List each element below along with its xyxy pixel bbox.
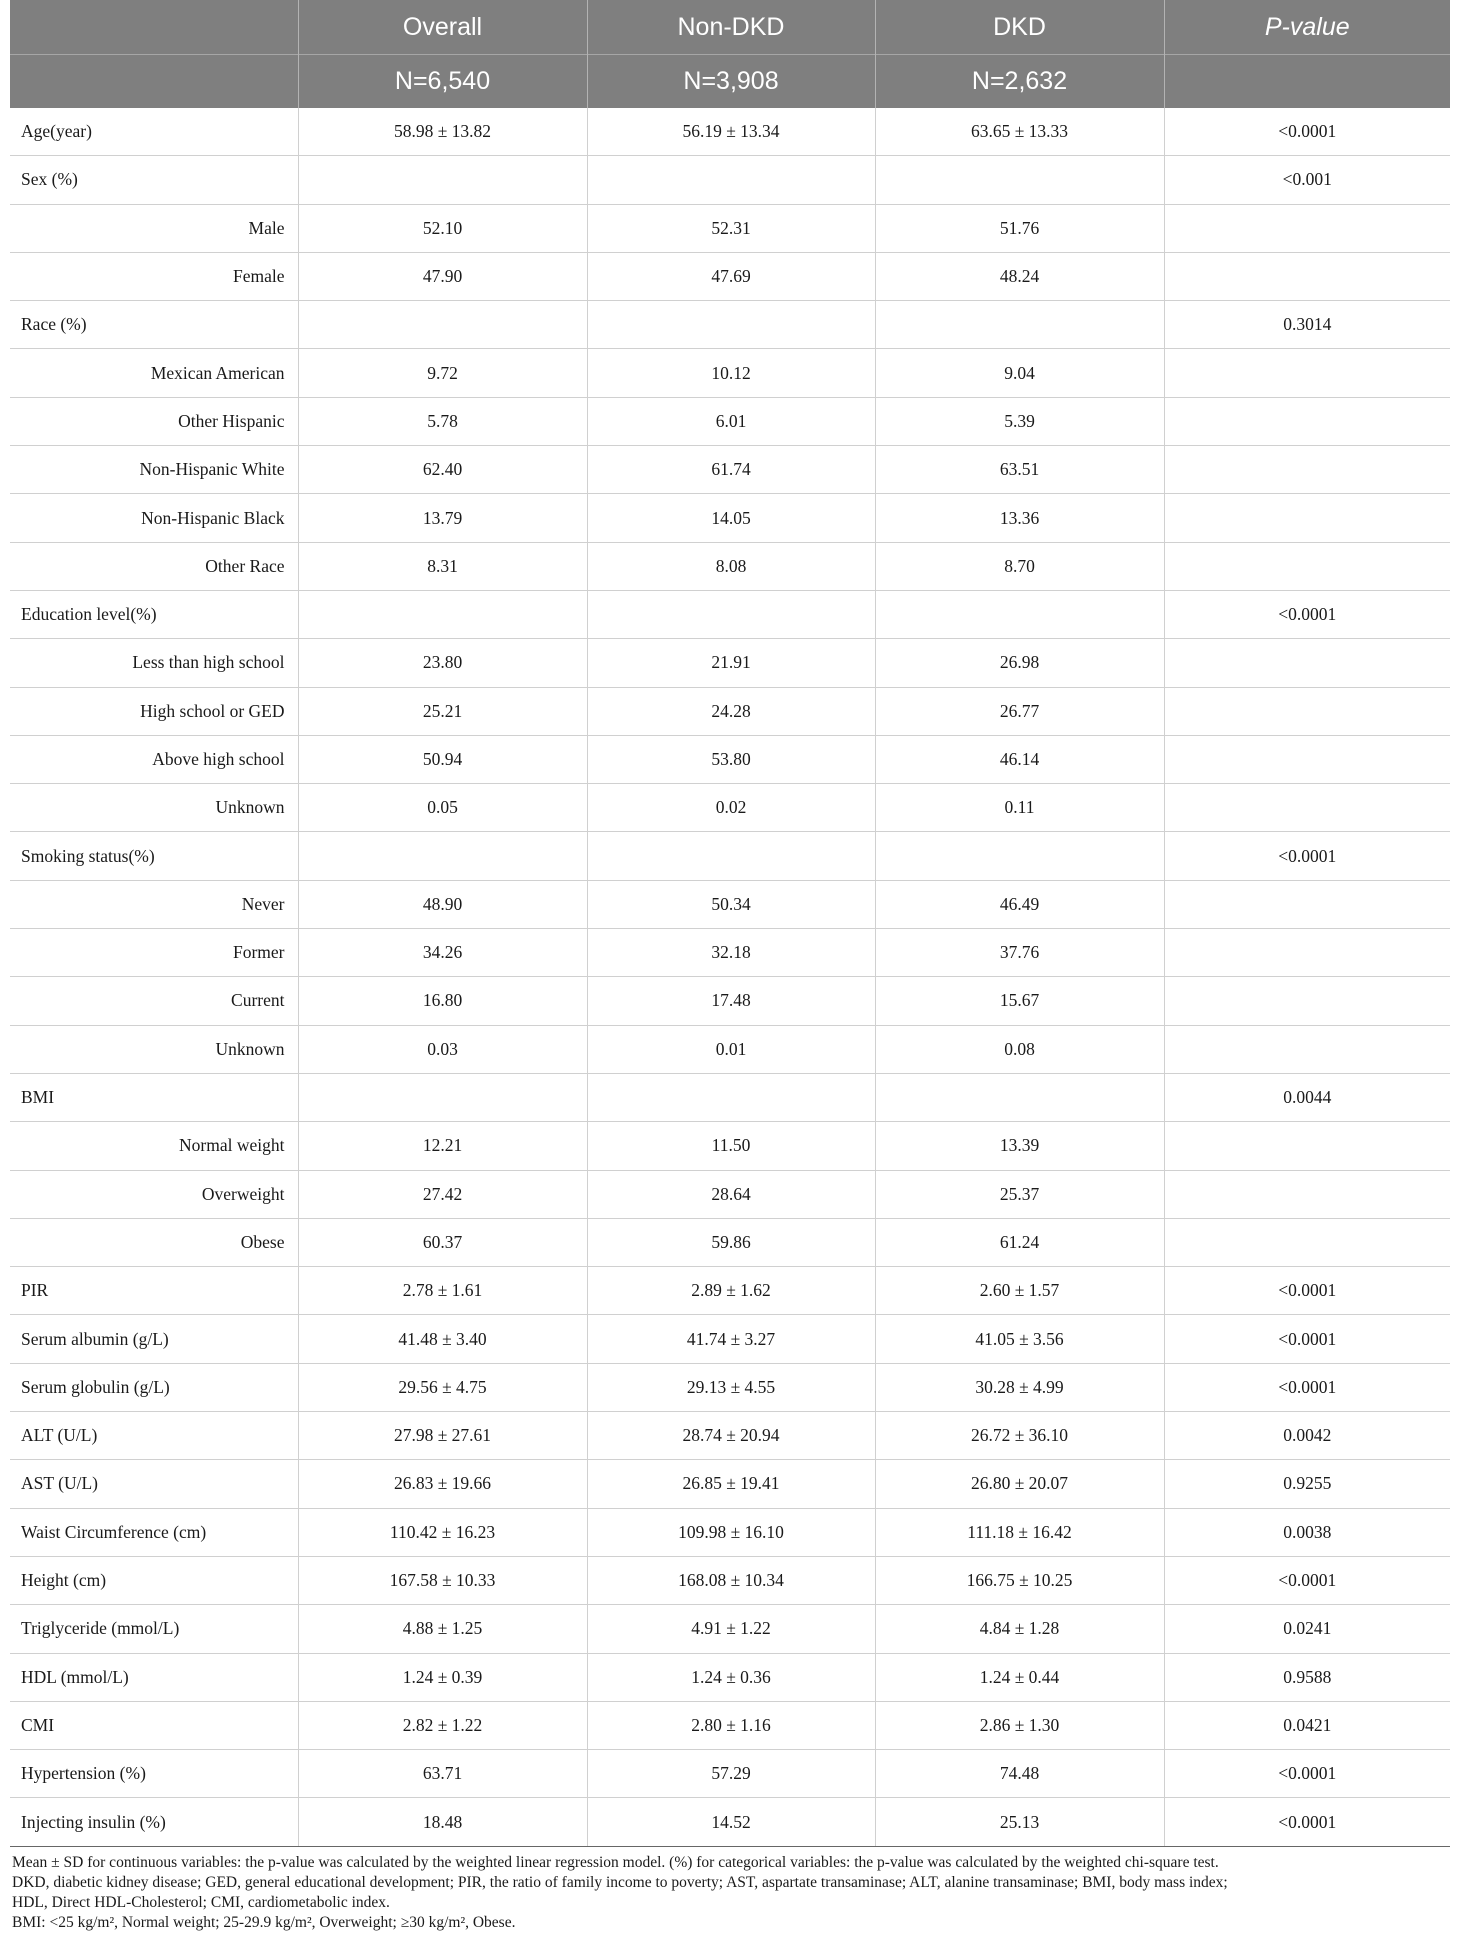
row-label: Age(year) [10,108,298,156]
cell-dkd: 9.04 [875,349,1164,397]
cell-p-value [1164,929,1450,977]
header-p-value-n [1164,55,1450,109]
cell-dkd: 1.24 ± 0.44 [875,1653,1164,1701]
table-header [10,0,1450,108]
cell-overall: 47.90 [298,252,587,300]
header-overall-n: N=6,540 [298,55,587,109]
row-label: PIR [10,1267,298,1315]
table-row [10,784,1450,832]
cell-dkd [875,301,1164,349]
table-footnotes [10,1853,1452,1933]
cell-overall: 1.24 ± 0.39 [298,1653,587,1701]
cell-dkd: 63.65 ± 13.33 [875,108,1164,156]
cell-p-value [1164,1170,1450,1218]
row-label: Former [10,929,298,977]
table-row [10,929,1450,977]
cell-overall: 27.98 ± 27.61 [298,1412,587,1460]
cell-overall [298,301,587,349]
cell-p-value: 0.0042 [1164,1412,1450,1460]
cell-p-value: <0.0001 [1164,1750,1450,1798]
cell-overall: 8.31 [298,542,587,590]
cell-dkd: 30.28 ± 4.99 [875,1363,1164,1411]
cell-p-value: 0.0038 [1164,1508,1450,1556]
table-row [10,1556,1450,1604]
table-row [10,349,1450,397]
cell-non-dkd: 59.86 [587,1218,875,1266]
cell-non-dkd [587,156,875,204]
row-label: Hypertension (%) [10,1750,298,1798]
cell-non-dkd: 24.28 [587,687,875,735]
cell-overall: 18.48 [298,1798,587,1846]
table-row [10,735,1450,783]
cell-overall: 29.56 ± 4.75 [298,1363,587,1411]
table-row [10,1508,1450,1556]
cell-non-dkd [587,1073,875,1121]
cell-overall [298,590,587,638]
cell-p-value [1164,735,1450,783]
cell-dkd: 26.80 ± 20.07 [875,1460,1164,1508]
cell-p-value [1164,349,1450,397]
row-label: Waist Circumference (cm) [10,1508,298,1556]
cell-non-dkd: 52.31 [587,204,875,252]
cell-overall: 110.42 ± 16.23 [298,1508,587,1556]
table-row [10,446,1450,494]
cell-overall: 62.40 [298,446,587,494]
baseline-characteristics-table [10,0,1450,1847]
cell-p-value [1164,542,1450,590]
row-label: Serum albumin (g/L) [10,1315,298,1363]
row-label: Never [10,880,298,928]
cell-dkd: 46.14 [875,735,1164,783]
row-label: AST (U/L) [10,1460,298,1508]
cell-dkd [875,1073,1164,1121]
cell-non-dkd: 6.01 [587,397,875,445]
table-row [10,1073,1450,1121]
row-label: Education level(%) [10,590,298,638]
cell-non-dkd: 29.13 ± 4.55 [587,1363,875,1411]
cell-non-dkd: 50.34 [587,880,875,928]
row-label: ALT (U/L) [10,1412,298,1460]
row-label: BMI [10,1073,298,1121]
cell-non-dkd: 2.89 ± 1.62 [587,1267,875,1315]
header-non-dkd-n: N=3,908 [587,55,875,109]
cell-overall: 34.26 [298,929,587,977]
table-row [10,204,1450,252]
cell-dkd: 41.05 ± 3.56 [875,1315,1164,1363]
cell-non-dkd: 56.19 ± 13.34 [587,108,875,156]
table-row [10,977,1450,1025]
row-label: Height (cm) [10,1556,298,1604]
cell-dkd: 0.11 [875,784,1164,832]
cell-p-value [1164,687,1450,735]
cell-p-value: 0.0044 [1164,1073,1450,1121]
table-row [10,832,1450,880]
table-row [10,639,1450,687]
cell-p-value [1164,1218,1450,1266]
cell-overall: 41.48 ± 3.40 [298,1315,587,1363]
row-label: Normal weight [10,1122,298,1170]
cell-non-dkd: 28.64 [587,1170,875,1218]
table-row [10,1701,1450,1749]
table-row [10,1363,1450,1411]
table-row [10,494,1450,542]
cell-overall: 0.03 [298,1025,587,1073]
cell-non-dkd: 109.98 ± 16.10 [587,1508,875,1556]
cell-dkd: 166.75 ± 10.25 [875,1556,1164,1604]
cell-dkd: 2.86 ± 1.30 [875,1701,1164,1749]
cell-non-dkd: 14.52 [587,1798,875,1846]
table-row [10,252,1450,300]
row-label: Male [10,204,298,252]
cell-non-dkd: 41.74 ± 3.27 [587,1315,875,1363]
header-blank-n [10,55,298,109]
cell-non-dkd: 57.29 [587,1750,875,1798]
cell-overall: 52.10 [298,204,587,252]
cell-dkd: 46.49 [875,880,1164,928]
cell-p-value: <0.0001 [1164,1315,1450,1363]
row-label: Other Race [10,542,298,590]
cell-dkd: 4.84 ± 1.28 [875,1605,1164,1653]
cell-p-value: 0.0421 [1164,1701,1450,1749]
cell-p-value: <0.0001 [1164,590,1450,638]
cell-non-dkd: 26.85 ± 19.41 [587,1460,875,1508]
table-row [10,1750,1450,1798]
cell-p-value [1164,784,1450,832]
cell-p-value [1164,204,1450,252]
cell-dkd: 13.39 [875,1122,1164,1170]
row-label: Triglyceride (mmol/L) [10,1605,298,1653]
cell-dkd [875,590,1164,638]
cell-non-dkd [587,590,875,638]
cell-p-value: <0.0001 [1164,1363,1450,1411]
table-row [10,1315,1450,1363]
cell-dkd: 2.60 ± 1.57 [875,1267,1164,1315]
table-row [10,301,1450,349]
cell-overall: 2.78 ± 1.61 [298,1267,587,1315]
table-row [10,1460,1450,1508]
cell-non-dkd [587,301,875,349]
cell-dkd: 13.36 [875,494,1164,542]
table-row [10,542,1450,590]
cell-p-value [1164,446,1450,494]
table-row [10,1218,1450,1266]
cell-non-dkd: 0.01 [587,1025,875,1073]
cell-p-value [1164,977,1450,1025]
cell-p-value: <0.0001 [1164,832,1450,880]
table-body [10,108,1450,1846]
row-label: Obese [10,1218,298,1266]
cell-non-dkd: 61.74 [587,446,875,494]
table-row [10,687,1450,735]
cell-overall: 13.79 [298,494,587,542]
cell-overall: 0.05 [298,784,587,832]
cell-non-dkd: 11.50 [587,1122,875,1170]
header-blank [10,0,298,55]
cell-p-value [1164,397,1450,445]
cell-non-dkd: 8.08 [587,542,875,590]
row-label: Overweight [10,1170,298,1218]
cell-overall: 58.98 ± 13.82 [298,108,587,156]
cell-non-dkd: 28.74 ± 20.94 [587,1412,875,1460]
header-overall: Overall [298,0,587,55]
cell-dkd: 61.24 [875,1218,1164,1266]
table-row [10,397,1450,445]
cell-overall [298,1073,587,1121]
cell-overall: 48.90 [298,880,587,928]
row-label: Serum globulin (g/L) [10,1363,298,1411]
row-label: CMI [10,1701,298,1749]
cell-overall: 26.83 ± 19.66 [298,1460,587,1508]
cell-non-dkd [587,832,875,880]
cell-p-value: 0.0241 [1164,1605,1450,1653]
cell-dkd: 111.18 ± 16.42 [875,1508,1164,1556]
cell-dkd: 26.77 [875,687,1164,735]
cell-dkd: 26.72 ± 36.10 [875,1412,1164,1460]
cell-p-value: <0.0001 [1164,1267,1450,1315]
cell-p-value: 0.9255 [1164,1460,1450,1508]
table-row [10,156,1450,204]
row-label: Non-Hispanic Black [10,494,298,542]
cell-non-dkd: 2.80 ± 1.16 [587,1701,875,1749]
table-row [10,1267,1450,1315]
cell-overall: 23.80 [298,639,587,687]
cell-overall [298,832,587,880]
cell-p-value [1164,1025,1450,1073]
cell-p-value [1164,494,1450,542]
cell-overall: 12.21 [298,1122,587,1170]
cell-dkd: 37.76 [875,929,1164,977]
row-label: High school or GED [10,687,298,735]
table-row [10,1653,1450,1701]
cell-p-value: <0.0001 [1164,1798,1450,1846]
row-label: Current [10,977,298,1025]
cell-non-dkd: 168.08 ± 10.34 [587,1556,875,1604]
footnote-line: BMI: <25 kg/m², Normal weight; 25-29.9 kg/m², Overweight; ≥30 kg/m², Obese. [12,1913,516,1931]
table-row [10,1025,1450,1073]
table-row [10,590,1450,638]
footnote-line: HDL, Direct HDL-Cholesterol; CMI, cardiometabolic index. [12,1893,390,1911]
cell-p-value: <0.0001 [1164,108,1450,156]
cell-overall: 16.80 [298,977,587,1025]
cell-dkd [875,832,1164,880]
header-non-dkd: Non-DKD [587,0,875,55]
cell-overall: 27.42 [298,1170,587,1218]
cell-overall [298,156,587,204]
table-row [10,1412,1450,1460]
footnote-line: DKD, diabetic kidney disease; GED, general educational development; PIR, the ratio of family income to poverty; AST, aspartate transaminase; ALT, alanine transaminase; BMI, body mass index; [12,1873,1228,1891]
cell-dkd: 48.24 [875,252,1164,300]
cell-dkd: 25.37 [875,1170,1164,1218]
cell-dkd: 74.48 [875,1750,1164,1798]
cell-dkd: 0.08 [875,1025,1164,1073]
cell-non-dkd: 1.24 ± 0.36 [587,1653,875,1701]
cell-non-dkd: 53.80 [587,735,875,783]
cell-p-value [1164,880,1450,928]
cell-dkd: 8.70 [875,542,1164,590]
cell-dkd: 63.51 [875,446,1164,494]
cell-overall: 4.88 ± 1.25 [298,1605,587,1653]
cell-overall: 63.71 [298,1750,587,1798]
header-dkd-n: N=2,632 [875,55,1164,109]
table-row [10,1122,1450,1170]
cell-dkd: 51.76 [875,204,1164,252]
cell-dkd: 26.98 [875,639,1164,687]
cell-overall: 5.78 [298,397,587,445]
cell-overall: 60.37 [298,1218,587,1266]
table-row [10,1798,1450,1846]
row-label: Unknown [10,1025,298,1073]
row-label: HDL (mmol/L) [10,1653,298,1701]
cell-non-dkd: 0.02 [587,784,875,832]
row-label: Sex (%) [10,156,298,204]
cell-overall: 167.58 ± 10.33 [298,1556,587,1604]
cell-overall: 25.21 [298,687,587,735]
cell-p-value [1164,639,1450,687]
row-label: Above high school [10,735,298,783]
row-label: Less than high school [10,639,298,687]
cell-p-value: 0.9588 [1164,1653,1450,1701]
cell-non-dkd: 4.91 ± 1.22 [587,1605,875,1653]
header-p-value: P-value [1164,0,1450,55]
cell-non-dkd: 21.91 [587,639,875,687]
table-row [10,1605,1450,1653]
cell-non-dkd: 10.12 [587,349,875,397]
row-label: Unknown [10,784,298,832]
cell-dkd: 5.39 [875,397,1164,445]
table-row [10,880,1450,928]
row-label: Injecting insulin (%) [10,1798,298,1846]
row-label: Race (%) [10,301,298,349]
cell-overall: 2.82 ± 1.22 [298,1701,587,1749]
row-label: Mexican American [10,349,298,397]
table-row [10,1170,1450,1218]
cell-overall: 9.72 [298,349,587,397]
cell-non-dkd: 32.18 [587,929,875,977]
cell-dkd [875,156,1164,204]
row-label: Smoking status(%) [10,832,298,880]
row-label: Other Hispanic [10,397,298,445]
cell-p-value: <0.001 [1164,156,1450,204]
footnote-line: Mean ± SD for continuous variables: the p-value was calculated by the weighted linear regression model. (%) for categorical variables: the p-value was calculated by the weighted chi-square test. [12,1853,1219,1871]
cell-dkd: 15.67 [875,977,1164,1025]
cell-overall: 50.94 [298,735,587,783]
cell-non-dkd: 17.48 [587,977,875,1025]
cell-p-value [1164,252,1450,300]
header-dkd: DKD [875,0,1164,55]
row-label: Female [10,252,298,300]
cell-dkd: 25.13 [875,1798,1164,1846]
table-row [10,108,1450,156]
row-label: Non-Hispanic White [10,446,298,494]
cell-p-value: <0.0001 [1164,1556,1450,1604]
cell-non-dkd: 47.69 [587,252,875,300]
cell-non-dkd: 14.05 [587,494,875,542]
table-container [10,0,1450,1933]
cell-p-value: 0.3014 [1164,301,1450,349]
cell-p-value [1164,1122,1450,1170]
